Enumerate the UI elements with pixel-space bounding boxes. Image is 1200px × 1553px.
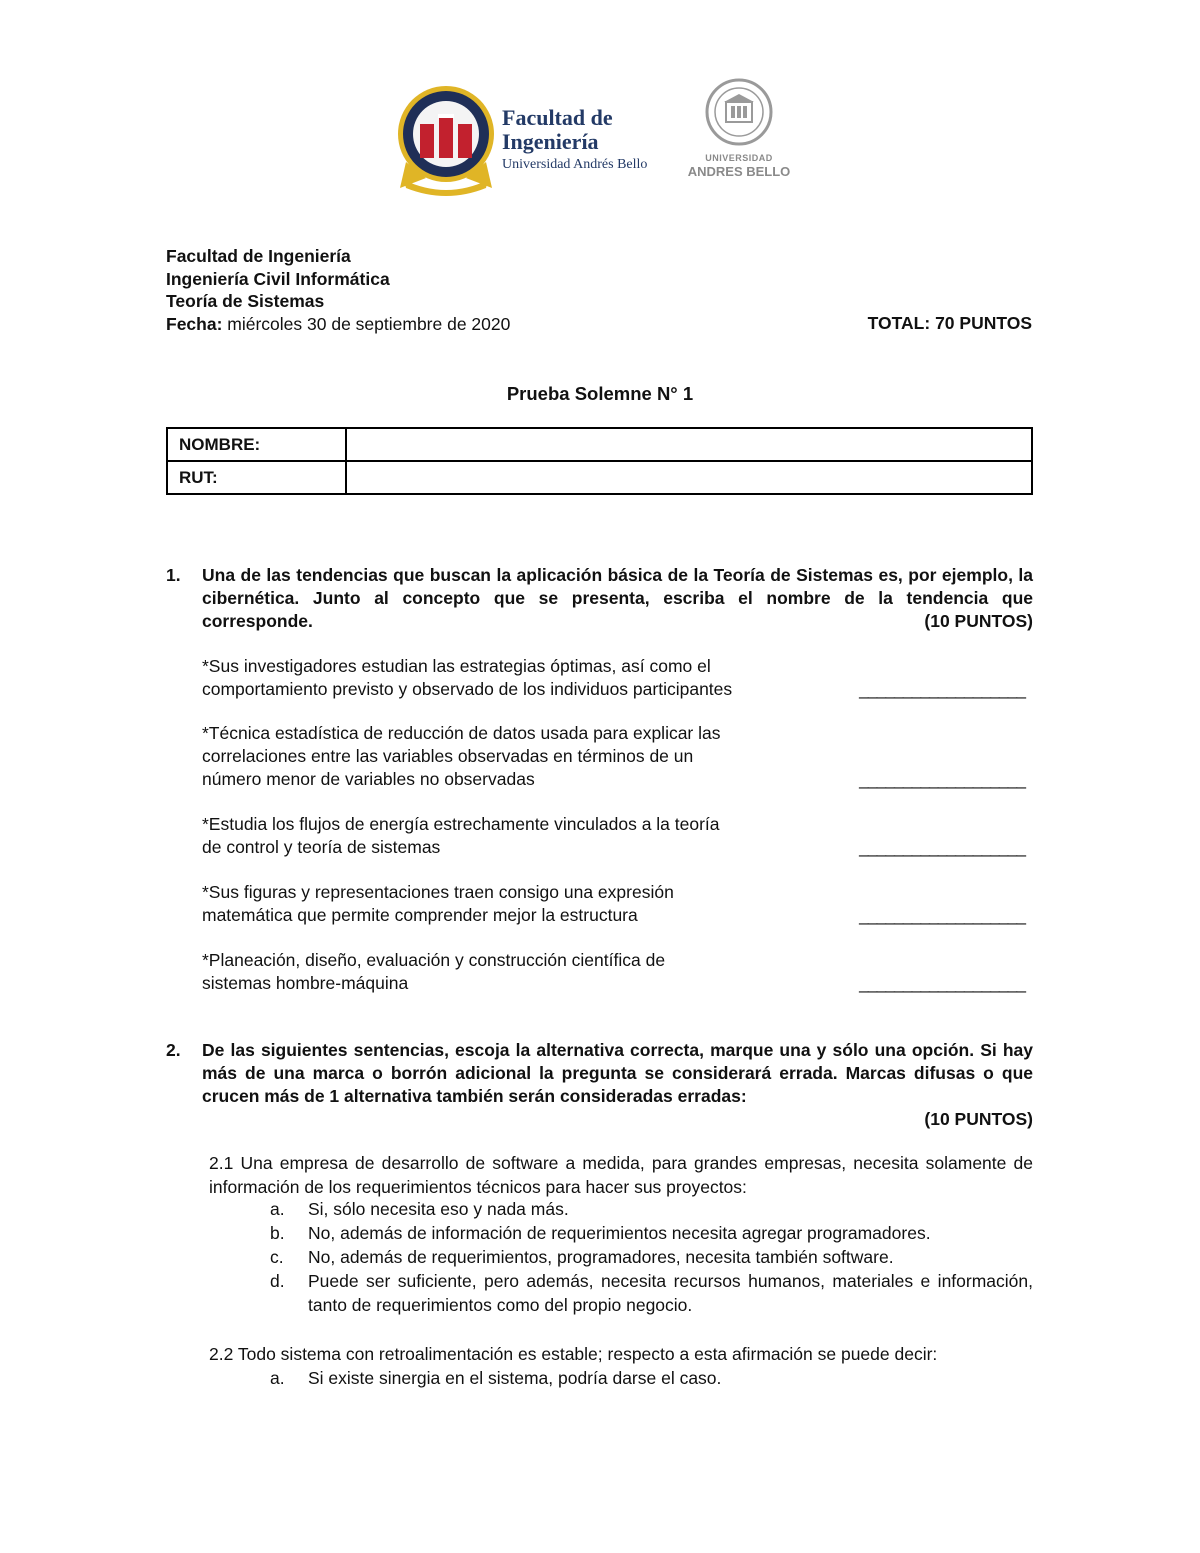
q2-1-option-d-letter: d. [270, 1271, 285, 1291]
faculty-logo-line3: Universidad Andrés Bello [502, 157, 648, 172]
question-1-number: 1. [166, 565, 181, 585]
q1-item-4-answer-blank[interactable]: ___________________ [859, 905, 1025, 925]
question-2-1: 2.1 Una empresa de desarrollo de software a medida, para grandes empresas, necesita solamente de información de los requerimientos técnicos para hacer sus proyectos: [209, 1153, 1033, 1197]
q1-item-4-line2: matemática que permite comprender mejor la estructura [202, 905, 638, 925]
q1-item-3-line1: *Estudia los flujos de energía estrechamente vinculados a la teoría [202, 814, 720, 834]
name-label: NOMBRE: [167, 428, 346, 461]
exam-title: Prueba Solemne N° 1 [506, 383, 694, 404]
faculty-logo-line2: Ingeniería [502, 129, 599, 154]
header-date [166, 313, 510, 335]
q1-item-5 [202, 949, 1033, 995]
q2-1-option-b[interactable] [270, 1221, 1033, 1245]
question-2-points: (10 PUNTOS) [924, 1109, 1033, 1129]
q1-item-2-line3: número menor de variables no observadas [202, 769, 535, 789]
q1-item-4-line1: *Sus figuras y representaciones traen consigo una expresión [202, 882, 674, 902]
q2-1-option-b-text: No, además de información de requerimientos necesita agregar programadores. [308, 1223, 931, 1243]
q2-1-option-a[interactable] [270, 1197, 1033, 1221]
total-points: TOTAL: 70 PUNTOS [867, 313, 1032, 333]
q2-1-option-c-text: No, además de requerimientos, programadores, necesita también software. [308, 1247, 894, 1267]
q1-item-1-answer-blank[interactable]: ___________________ [859, 679, 1025, 699]
q1-item-2-line1: *Técnica estadística de reducción de datos usada para explicar las [202, 723, 721, 743]
q1-item-2 [202, 722, 1033, 791]
q2-2-option-a-text: Si existe sinergia en el sistema, podría darse el caso. [308, 1368, 722, 1388]
university-logo-line2: ANDRES BELLO [687, 164, 791, 179]
question-2 [166, 1039, 1033, 1131]
question-1-text [202, 564, 1033, 633]
q1-item-1 [202, 655, 1033, 701]
q1-item-5-line2: sistemas hombre-máquina [202, 973, 409, 993]
rut-label: RUT: [167, 461, 346, 494]
q1-item-1-line2: comportamiento previsto y observado de los individuos participantes [202, 679, 733, 699]
header-career: Ingeniería Civil Informática [166, 269, 390, 289]
question-1-points: (10 PUNTOS) [924, 611, 1033, 631]
q1-item-1-line1: *Sus investigadores estudian las estrategias óptimas, así como el [202, 656, 711, 676]
q2-1-option-a-letter: a. [270, 1199, 285, 1219]
name-field[interactable] [346, 428, 1032, 461]
q1-item-3-answer-blank[interactable]: ___________________ [859, 837, 1025, 857]
question-2-number: 2. [166, 1040, 181, 1060]
q1-item-3-line2: de control y teoría de sistemas [202, 837, 441, 857]
q2-2-option-a-letter: a. [270, 1368, 285, 1388]
q2-1-option-d[interactable] [270, 1269, 1033, 1317]
q1-item-2-line2: correlaciones entre las variables observadas en términos de un [202, 746, 694, 766]
header-faculty: Facultad de Ingeniería [166, 246, 351, 266]
q2-1-option-b-letter: b. [270, 1223, 285, 1243]
university-logo-text [684, 152, 794, 180]
q1-item-5-line1: *Planeación, diseño, evaluación y construcción científica de [202, 950, 666, 970]
q1-item-2-answer-blank[interactable]: ___________________ [859, 769, 1025, 789]
q2-2-option-a[interactable] [270, 1366, 1033, 1390]
faculty-seal-logo [396, 84, 496, 196]
faculty-logo-line1: Facultad de [502, 105, 613, 130]
q2-1-option-d-text: Puede ser suficiente, pero además, necesita recursos humanos, materiales e información, tanto de requerimientos como del propio negocio. [308, 1271, 1033, 1315]
student-id-table [166, 427, 1033, 495]
question-2-2: 2.2 Todo sistema con retroalimentación es estable; respecto a esta afirmación se puede decir: [209, 1344, 938, 1364]
question-1-statement: Una de las tendencias que buscan la aplicación básica de la Teoría de Sistemas es, por ejemplo, la cibernética. Junto al concepto que se presenta, escriba el nombre de la tendencia que corresponde. [202, 565, 1033, 631]
rut-field[interactable] [346, 461, 1032, 494]
header-course: Teoría de Sistemas [166, 291, 325, 311]
faculty-logo-text [502, 106, 647, 174]
q1-item-5-answer-blank[interactable]: ___________________ [859, 973, 1025, 993]
q2-1-option-c-letter: c. [270, 1247, 284, 1267]
q2-1-option-a-text: Si, sólo necesita eso y nada más. [308, 1199, 569, 1219]
question-2-statement: De las siguientes sentencias, escoja la alternativa correcta, marque una y sólo una opción. Si hay más de una marca o borrón adicional la pregunta se considerará errada. Marcas difusas o que crucen más de 1 alternativa también serán consideradas erradas: [202, 1040, 1033, 1106]
university-logo-line1: UNIVERSIDAD [705, 153, 773, 163]
date-value: miércoles 30 de septiembre de 2020 [227, 314, 511, 334]
q1-item-3 [202, 813, 1033, 859]
date-label: Fecha: [166, 314, 223, 334]
q2-1-option-c[interactable] [270, 1245, 1033, 1269]
q1-item-4 [202, 881, 1033, 927]
question-1 [166, 564, 1033, 633]
university-seal-logo [704, 76, 774, 152]
